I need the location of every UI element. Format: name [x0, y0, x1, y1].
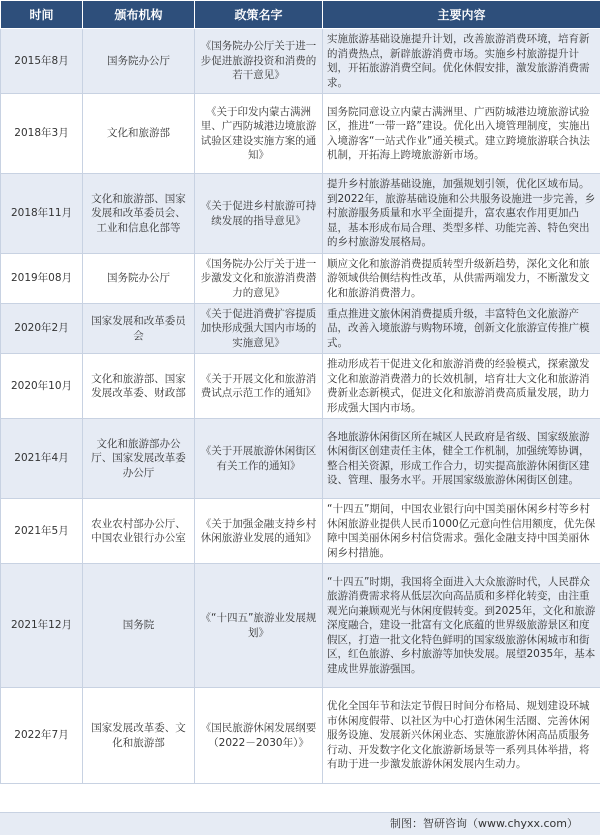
table-header-row [1, 1, 600, 29]
header-policy: 政策名字 [195, 1, 323, 29]
cell-org: 国务院 [83, 564, 195, 688]
cell-policy: 《关于开展旅游休闲街区有关工作的通知》 [195, 419, 323, 499]
cell-time: 2018年11月 [1, 174, 83, 254]
table-row [1, 419, 600, 499]
cell-time: 2021年12月 [1, 564, 83, 688]
source-credit: 制图：智研咨询（www.chyxx.com） [0, 812, 600, 835]
cell-policy: 《关于印发内蒙古满洲里、广西防城港边境旅游试验区建设实施方案的通知》 [195, 94, 323, 174]
cell-policy: 《关于开展文化和旅游消费试点示范工作的通知》 [195, 354, 323, 419]
cell-org: 国家发展改革委、文化和旅游部 [83, 688, 195, 784]
header-time: 时间 [1, 1, 83, 29]
cell-policy: 《关于促进乡村旅游可持续发展的指导意见》 [195, 174, 323, 254]
cell-content: “十四五”时期，我国将全面进入大众旅游时代，人民群众旅游消费需求将从低层次向高品质和多样化转变，由注重观光向兼顾观光与休闲度假转变。到2025年，文化和旅游深度融合，建设一批富有文化底蕴的世界级旅游景区和度假区，打造一批文化特色鲜明的国家级旅游休闲城市和街区，红色旅游、乡村旅游等加快发展。展望2035年，基本建成世界旅游强国。 [323, 564, 600, 688]
cell-org: 文化和旅游部办公厅、国家发展改革委办公厅 [83, 419, 195, 499]
cell-policy: 《国务院办公厅关于进一步促进旅游投资和消费的若干意见》 [195, 29, 323, 94]
table-row [1, 94, 600, 174]
cell-org: 国务院办公厅 [83, 254, 195, 304]
cell-policy: 《关于加强金融支持乡村休闲旅游业发展的通知》 [195, 499, 323, 564]
header-org: 颁布机构 [83, 1, 195, 29]
cell-content: 实施旅游基础设施提升计划，改善旅游消费环境，培育新的消费热点，新辟旅游消费市场。实施乡村旅游提升计划，开拓旅游消费空间。优化休假安排，激发旅游消费需求。 [323, 29, 600, 94]
cell-time: 2021年5月 [1, 499, 83, 564]
cell-content: 各地旅游休闲街区所在城区人民政府是省级、国家级旅游休闲街区创建责任主体，健全工作机制，加强统筹协调，整合相关资源，形成工作合力，切实提高旅游休闲街区建设、管理、服务水平。开展国家级旅游休闲街区创建。 [323, 419, 600, 499]
cell-time: 2019年08月 [1, 254, 83, 304]
cell-content: 推动形成若干促进文化和旅游消费的经验模式，探索激发文化和旅游消费潜力的长效机制，培育壮大文化和旅游消费新业态新模式，促进文化和旅游消费高质量发展，助力形成强大国内市场。 [323, 354, 600, 419]
cell-policy: 《“十四五”旅游业发展规划》 [195, 564, 323, 688]
table-row [1, 304, 600, 354]
table-row [1, 354, 600, 419]
table-row [1, 499, 600, 564]
table-row [1, 564, 600, 688]
table-row [1, 29, 600, 94]
cell-content: 优化全国年节和法定节假日时间分布格局、规划建设环城市休闲度假带、以社区为中心打造休闲生活圈、完善休闲服务设施、发展新兴休闲业态、实施旅游休闲高品质服务行动、开发数字化文化旅游新场景等一系列具体举措，将有助于进一步激发旅游休闲发展内生动力。 [323, 688, 600, 784]
cell-org: 文化和旅游部 [83, 94, 195, 174]
cell-content: 国务院同意设立内蒙古满洲里、广西防城港边境旅游试验区，推进“一带一路”建设。优化出入境管理制度，实施出入境游客“一站式作业”通关模式。建立跨境旅游联合执法机制，开拓海上跨境旅游新市场。 [323, 94, 600, 174]
header-content: 主要内容 [323, 1, 600, 29]
cell-time: 2018年3月 [1, 94, 83, 174]
cell-content: “十四五”期间，中国农业银行向中国美丽休闲乡村等乡村休闲旅游业提供人民币1000亿元意向性信用额度，优先保障中国美丽休闲乡村信贷需求。强化金融支持中国美丽休闲乡村措施。 [323, 499, 600, 564]
cell-policy: 《国民旅游休闲发展纲要（2022－2030年）》 [195, 688, 323, 784]
cell-org: 文化和旅游部、国家发展和改革委员会、工业和信息化部等 [83, 174, 195, 254]
cell-time: 2020年2月 [1, 304, 83, 354]
cell-org: 农业农村部办公厅、中国农业银行办公室 [83, 499, 195, 564]
cell-content: 提升乡村旅游基础设施，加强规划引领，优化区域布局。到2022年，旅游基础设施和公共服务设施进一步完善，乡村旅游服务质量和水平全面提升，富农惠农作用更加凸显，基本形成布局合理、类型多样、功能完善、特色突出的乡村旅游发展格局。 [323, 174, 600, 254]
cell-org: 国务院办公厅 [83, 29, 195, 94]
table-row [1, 254, 600, 304]
cell-policy: 《关于促进消费扩容提质加快形成强大国内市场的实施意见》 [195, 304, 323, 354]
cell-time: 2022年7月 [1, 688, 83, 784]
cell-time: 2020年10月 [1, 354, 83, 419]
cell-content: 顺应文化和旅游消费提质转型升级新趋势，深化文化和旅游领域供给侧结构性改革，从供需两端发力，不断激发文化和旅游消费潜力。 [323, 254, 600, 304]
table-row [1, 174, 600, 254]
cell-time: 2015年8月 [1, 29, 83, 94]
table-row [1, 688, 600, 784]
cell-time: 2021年4月 [1, 419, 83, 499]
cell-org: 文化和旅游部、国家发展改革委、财政部 [83, 354, 195, 419]
cell-content: 重点推进文旅休闲消费提质升级，丰富特色文化旅游产品，改善入境旅游与购物环境，创新文化旅游宣传推广模式。 [323, 304, 600, 354]
cell-policy: 《国务院办公厅关于进一步激发文化和旅游消费潜力的意见》 [195, 254, 323, 304]
cell-org: 国家发展和改革委员会 [83, 304, 195, 354]
